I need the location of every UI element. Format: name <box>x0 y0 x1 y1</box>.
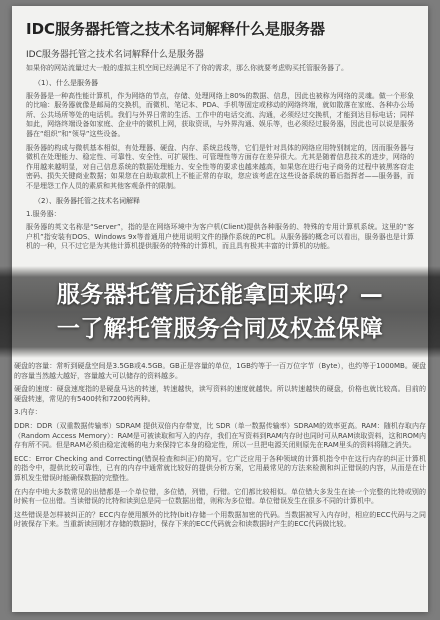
lower-content <box>14 362 426 534</box>
paragraph-1: 服务器是一种高性能计算机，作为网络的节点，存储、处理网络上80%的数据、信息，因此也被称为网络的灵魂。做一个形象的比喻：服务器就像是邮局的交换机，而微机、笔记本、PDA、手机等固定或移动的网络终端，就如散落在家庭、各种办公场所、公共场所等处的电话机。我们与外界日常的生活、工作中的电话交流、沟通，必须经过交换机，才能到达目标电话；同样如此，网络终端设备如家庭、企业中的微机上网，获取资讯，与外界沟通、娱乐等，也必须经过服务器，因此也可以说是服务器在“组织”和“领导”这些设备。 <box>26 91 414 138</box>
document-subtitle: IDC服务器托管之技术名词解释什么是服务器 <box>26 50 204 60</box>
paragraph-2: 服务器的构成与微机基本相似，有处理器、硬盘、内存、系统总线等，它们是针对具体的网络应用特别制定的，因而服务器与微机在处理能力、稳定性、可靠性、安全性、可扩展性、可管理性等方面存在差异很大。尤其是随着信息技术的进步，网络的作用越来越明显，对自己信息系统的数据处理能力、安全性等的要求也越来越高，如果您在进行电子商务的过程中被黑客窃走密码、损失关键商业数据；如果您在自助取款机上不能正常的存取，您应该考虑在这些设备系统的幕后指挥者——服务器，而不是埋怨工作人员的素质和其他客观条件的限制。 <box>26 143 414 190</box>
section-heading-1: （1）、什么是服务器 <box>34 78 98 87</box>
sub-heading-1: 1.服务器： <box>26 209 61 218</box>
intro-paragraph: 如果你的网站流量过大一般的虚拟主机空间已经满足不了你的需求，那么你就要考虑购买托管服务器了。 <box>26 64 348 72</box>
paragraph-4: 硬盘的容量：常听到硬盘空间是3.5GB或4.5GB。GB正是容量的单位，1GB约等于一百万位字节（Byte），也约等于1000MB。硬盘的容量当然越大越好，容量越大可以储存的资料越多。 <box>14 362 426 380</box>
paragraph-9: 这些错误是怎样被纠正的？ECC内存使用额外的比特(bit)存储一个用数据加密的代码。当数据被写入内存时，相应的ECC代码与之同时被保存下来。当重新读回刚才存储的数据时，保存下来的ECC代码就会和读数据时产生的ECC代码做比较。 <box>14 510 426 529</box>
paragraph-7: ECC：Error Checking and Correcting(错误检查和纠正)的简写。它广泛应用于各种领域的计算机指令中在这行内存的纠正计算机的指令中，提供比较可靠性，已有的内存中通常就比较好的提供分析方案，它用最常见的方法来检测和纠正错误的内容，从而是在计算机发生错误时能确保数据的完整性。 <box>14 454 426 482</box>
paragraph-8: 在内存中地大多数常见的出错都是一个单位错，多位错，列错，行错。它们都比较相似。单位错大多发生在读一个完整的比特或别的时候有一位出错。当读错误的比特和读到总是同一位数据出错，则称为多位错。单位错误发生在很多不同的计算机中。 <box>14 487 426 506</box>
section-heading-2: （2）、服务器托管之技术名词解释 <box>34 196 140 205</box>
document-title: IDC服务器托管之技术名词解释什么是服务器 <box>26 20 326 38</box>
banner-line-1: 服务器托管后还能拿回来吗？— <box>56 282 384 308</box>
paragraph-6: DDR：DDR（双重数据传输率）SDRAM 提供双倍内存带宽，比 SDR（单一数据传输率）SDRAM的效率更高。RAM：随机存取内存（Random Access Memory）：RAM是可被读取和写入的内存，我们在写资料到RAM内存时也同时可从RAM读取资料，这和ROM内存有所不同。但是RAM必须由稳定流畅的电力来保持它本身的稳定性，所以一旦把电源关闭则原先在RAM里头的资料将随之消失。 <box>14 421 426 450</box>
paragraph-3: 服务器的英文名称是“Server”，指的是在网络环境中为客户机(Client)提供各种服务的、特殊的专用计算机系统。这里的“客户机”指安装有DOS、Windows 9x等普通用户使用说明文件的操作系统的PC机。从服务器的概念可以看出，服务器也是计算机的一种，只不过它是为其他计算机提供服务的特殊的计算机，而且具有极其丰富的计算机的功能。 <box>26 223 414 251</box>
headline-banner <box>0 266 440 358</box>
banner-line-2: 一了解托管服务合同及权益保障 <box>56 316 384 342</box>
paragraph-5: 硬盘的速度：硬盘速度指的是硬盘马达的转速，转速越快，读写资料的速度就越快。所以转速越快的硬盘，价格也就比较高。目前的硬盘转速，常见的有5400转和7200转两种。 <box>14 385 426 403</box>
sub-heading-2: 3.内存： <box>14 408 42 417</box>
